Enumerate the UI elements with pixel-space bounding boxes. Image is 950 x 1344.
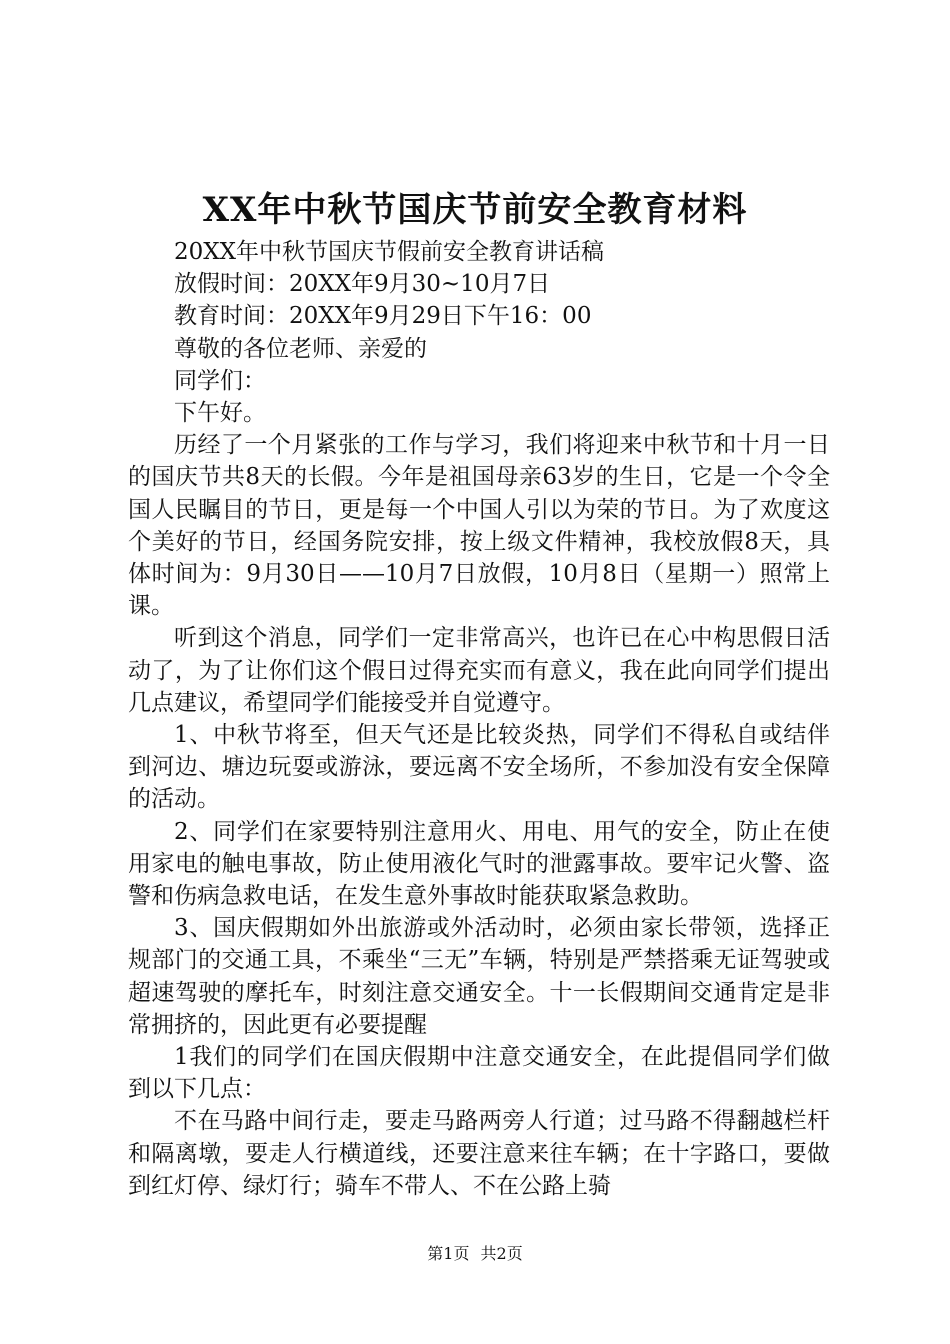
paragraph: 3、国庆假期如外出旅游或外活动时，必须由家长带领，选择正规部门的交通工具，不乘坐“三无”车辆，特别是严禁搭乘无证驾驶或超速驾驶的摩托车，时刻注意交通安全。十一长假期间交通肯定是非常拥挤的，因此更有必要提醒 xyxy=(128,915,830,1038)
page-total: 共2页 xyxy=(480,1244,523,1263)
paragraph: 1我们的同学们在国庆假期中注意交通安全，在此提倡同学们做到以下几点： xyxy=(128,1044,830,1103)
paragraph: 1、中秋节将至，但天气还是比较炎热，同学们不得私自或结伴到河边、塘边玩耍或游泳，要远离不安全场所，不参加没有安全保障的活动。 xyxy=(128,722,830,813)
paragraph: 历经了一个月紧张的工作与学习，我们将迎来中秋节和十月一日的国庆节共8天的长假。今年是祖国母亲63岁的生日，它是一个令全国人民瞩目的节日，更是每一个中国人引以为荣的节日。为了欢度这个美好的节日，经国务院安排，按上级文件精神，我校放假8天，具体时间为：9月30日——10月7日放假，10月8日（星期一）照常上课。 xyxy=(128,432,830,620)
document-body xyxy=(128,236,830,1202)
speech-title-line: 20XX年中秋节国庆节假前安全教育讲话稿 xyxy=(174,239,605,265)
paragraph: 不在马路中间行走，要走马路两旁人行道；过马路不得翻越栏杆和隔离墩，要走人行横道线，还要注意来往车辆；在十字路口，要做到红灯停、绿灯行；骑车不带人、不在公路上骑 xyxy=(128,1108,830,1199)
document-title: XX年中秋节国庆节前安全教育材料 xyxy=(202,190,748,230)
holiday-time-line: 放假时间：20XX年9月30~10月7日 xyxy=(174,271,551,298)
paragraph: 听到这个消息，同学们一定非常高兴，也许已在心中构思假日活动了，为了让你们这个假日过得充实而有意义，我在此向同学们提出几点建议，希望同学们能接受并自觉遵守。 xyxy=(128,625,830,716)
page-number: 第1页 xyxy=(427,1244,470,1263)
salutation-line: 尊敬的各位老师、亲爱的 xyxy=(174,335,427,362)
education-time-line: 教育时间：20XX年9月29日下午16：00 xyxy=(174,303,592,330)
salutation-students-line: 同学们： xyxy=(174,367,266,394)
greeting-line: 下午好。 xyxy=(174,400,266,427)
page-footer xyxy=(0,1242,950,1266)
paragraph: 2、同学们在家要特别注意用火、用电、用气的安全，防止在使用家电的触电事故，防止使用液化气时的泄露事故。要牢记火警、盗警和伤病急救电话，在发生意外事故时能获取紧急救助。 xyxy=(128,818,830,910)
